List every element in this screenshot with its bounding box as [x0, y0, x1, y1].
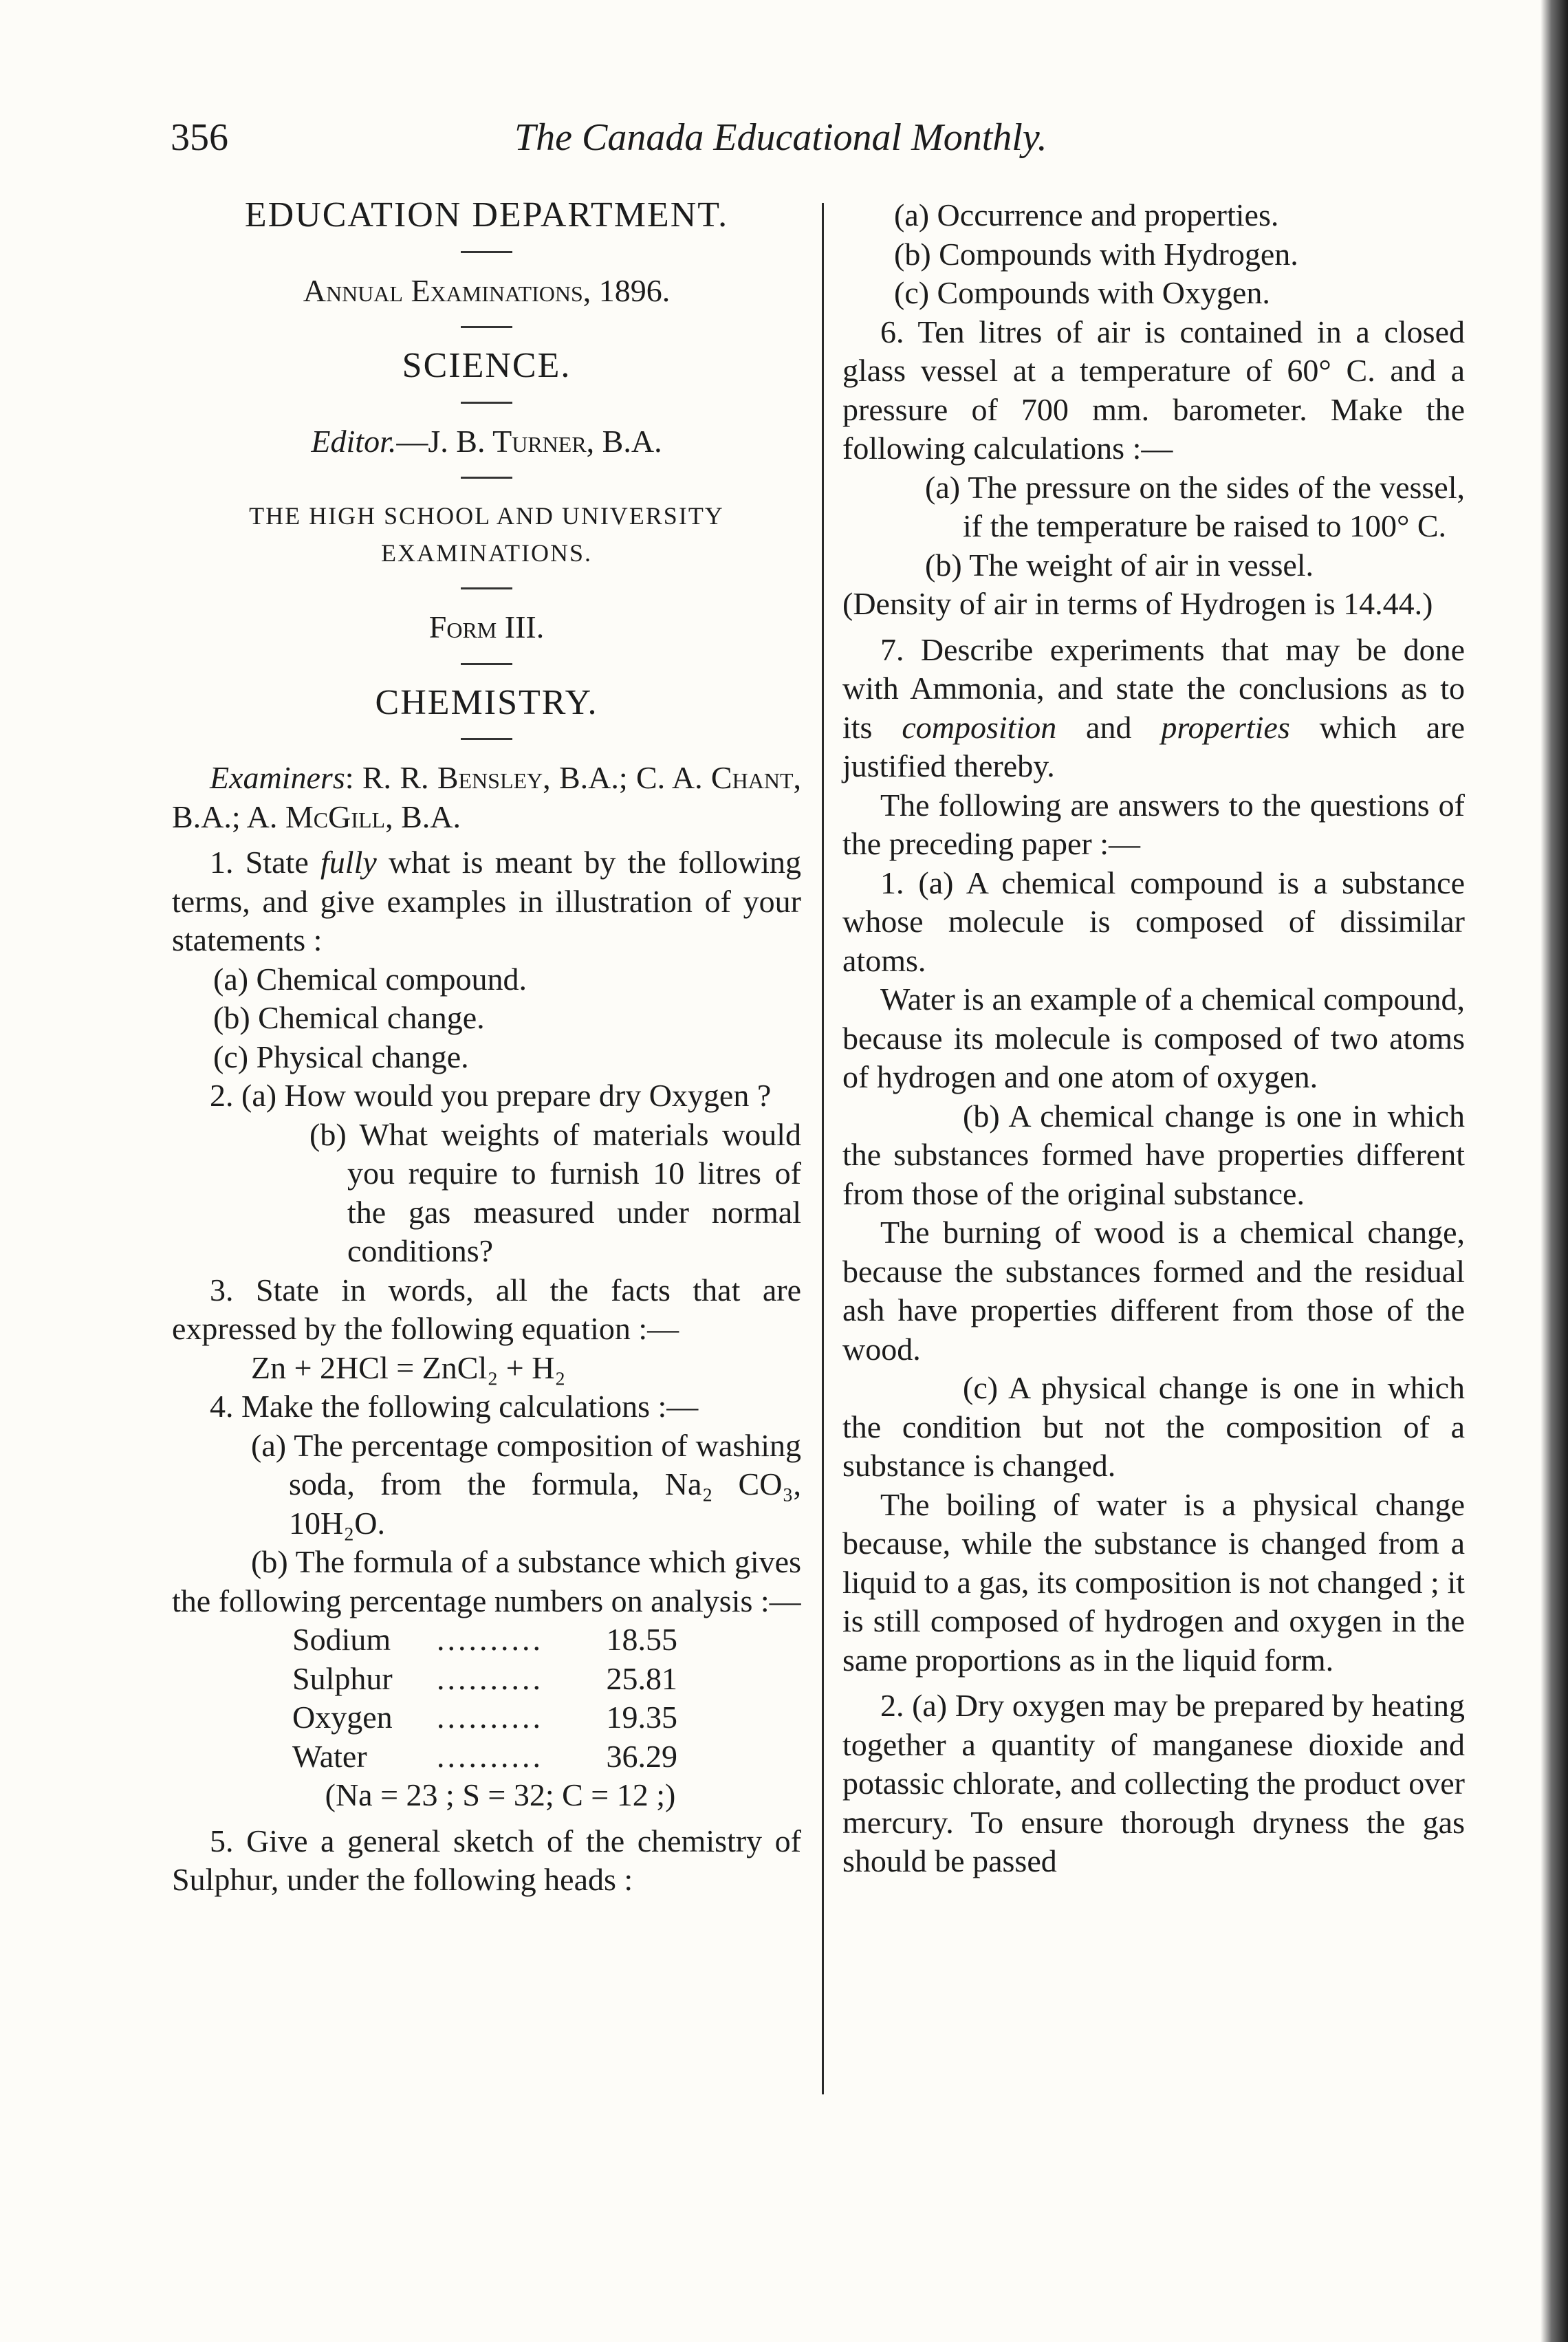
answer-1b: (b) A chemical change is one in which the substances formed have properties different from those of the original substance.: [842, 1098, 1465, 1211]
page-number: 356: [171, 116, 228, 159]
answer-1a-example: Water is an example of a chemical compound, because its molecule is composed of two atoms of hydrogen and one atom of oxygen.: [842, 982, 1465, 1094]
question-6: 6. Ten litres of air is contained in a closed glass vessel at a temperature of 60° C. and a pressure of 700 mm. barometer. Make the following calculations :—: [842, 314, 1465, 466]
question-1-text: what is meant by the following terms, and give examples in illustration of your statements :: [172, 845, 801, 957]
question-2a: 2. (a) How would you prepare dry Oxygen ?: [210, 1078, 772, 1113]
question-6b: (b) The weight of air in vessel.: [925, 547, 1314, 583]
question-1c: (c) Physical change.: [213, 1039, 469, 1074]
answer-1b-example: The burning of wood is a chemical change, because the substances formed and the residual ash have properties different from those of the wood.: [842, 1215, 1465, 1367]
examiners-label: Examiners: [210, 760, 345, 795]
short-rule: [461, 663, 512, 665]
leader-dots: ..........: [437, 1738, 543, 1774]
question-7-text: which are justified thereby.: [842, 709, 1465, 783]
page-edge-shadow: [1540, 0, 1568, 2342]
analysis-row: [292, 1698, 677, 1737]
answer-1c: (c) A physical change is one in which the condition but not the composition of a substance is changed.: [842, 1370, 1465, 1483]
editor-line: [172, 422, 801, 462]
equation: Zn + 2HCl = ZnCl₂ + H₂: [251, 1349, 566, 1385]
question-5a: (a) Occurrence and properties.: [894, 197, 1279, 232]
question-7-lead: 7. Describe experiments that may be done with Ammonia, and state the conclusions as to its: [842, 631, 1465, 745]
question-4b: (b) The formula of a substance which gives the following percentage numbers on analysis :—: [172, 1544, 801, 1618]
short-rule: [461, 402, 512, 404]
question-7-emphasis: composition: [902, 709, 1057, 745]
hs-exam-heading-line1: THE HIGH SCHOOL AND UNIVERSITY: [249, 502, 724, 530]
question-3: 3. State in words, all the facts that are expressed by the following equation :—: [172, 1272, 801, 1346]
editor-name: —J. B. Turner, B.A.: [396, 423, 662, 459]
question-5c: (c) Compounds with Oxygen.: [894, 275, 1270, 310]
short-rule: [461, 738, 512, 740]
short-rule: [461, 326, 512, 328]
short-rule: [461, 587, 512, 589]
science-heading: SCIENCE.: [402, 346, 571, 385]
question-4a: (a) The percentage composition of washing soda, from the formula, Na₂ CO₃, 10H₂O.: [251, 1427, 801, 1541]
percentage-value: 18.55: [606, 1622, 677, 1657]
leader-dots: ..........: [437, 1622, 543, 1657]
analysis-row: [292, 1737, 677, 1777]
examiners-names: : R. R. Bensley, B.A.; C. A. Chant, B.A.; A. McGill, B.A.: [172, 760, 801, 834]
leader-dots: ..........: [437, 1700, 543, 1735]
short-rule: [461, 477, 512, 479]
answer-1a: 1. (a) A chemical compound is a substance whose molecule is composed of dissimilar atoms.: [842, 865, 1465, 978]
editor-label: Editor.: [311, 423, 397, 459]
answers-intro: The following are answers to the questions of the preceding paper :—: [842, 787, 1465, 861]
element-name: Water: [292, 1738, 367, 1774]
hs-exam-heading-line2: EXAMINATIONS.: [381, 539, 592, 567]
question-7-mid: and: [1056, 709, 1162, 745]
question-1a: (a) Chemical compound.: [213, 961, 527, 997]
percentage-value: 36.29: [606, 1738, 677, 1774]
element-name: Sulphur: [292, 1660, 393, 1696]
question-4: 4. Make the following calculations :—: [210, 1389, 699, 1424]
answer-1c-example: The boiling of water is a physical change because, while the substance is changed from a liquid to a gas, its composition is not changed ; it is still composed of hydrogen and oxygen in the same proportions as in the liquid form.: [842, 1486, 1465, 1678]
annual-exam-heading: Annual Examinations, 1896.: [303, 272, 671, 308]
question-1: [172, 843, 801, 960]
question-6a: (a) The pressure on the sides of the vessel, if the temperature be raised to 100° C.: [925, 469, 1465, 543]
question-7: [842, 631, 1465, 786]
short-rule: [461, 251, 512, 253]
question-1-lead: 1. State: [210, 845, 321, 880]
journal-title: The Canada Educational Monthly.: [514, 116, 1047, 159]
column-divider: [822, 203, 824, 2094]
answer-2a: 2. (a) Dry oxygen may be prepared by heating together a quantity of manganese dioxide and potassic chlorate, and collecting the product over mercury. To ensure thorough dryness the gas should be passed: [842, 1688, 1465, 1878]
element-name: Oxygen: [292, 1700, 393, 1735]
question-1-emphasis: fully: [320, 845, 377, 880]
form-heading: Form III.: [428, 609, 545, 644]
analysis-row: [292, 1660, 677, 1699]
percentage-value: 19.35: [606, 1700, 677, 1735]
left-column: [172, 196, 801, 1900]
density-note: (Density of air in terms of Hydrogen is 14.44.): [842, 586, 1433, 621]
question-1b: (b) Chemical change.: [213, 1000, 485, 1035]
department-heading: EDUCATION DEPARTMENT.: [244, 195, 729, 235]
question-5: 5. Give a general sketch of the chemistry of Sulphur, under the following heads :: [172, 1823, 801, 1897]
question-2b: (b) What weights of materials would you require to furnish 10 litres of the gas measured under normal conditions?: [309, 1116, 801, 1268]
leader-dots: ..........: [437, 1660, 543, 1696]
chemistry-heading: CHEMISTRY.: [375, 682, 598, 722]
percentage-value: 25.81: [606, 1660, 677, 1696]
right-column: [842, 196, 1465, 1881]
examiners-line: [172, 759, 801, 836]
atomic-weights: (Na = 23 ; S = 32; C = 12 ;): [325, 1777, 676, 1812]
element-name: Sodium: [292, 1622, 391, 1657]
analysis-table: [172, 1620, 801, 1776]
question-7-emphasis: properties: [1161, 709, 1290, 745]
analysis-row: [292, 1620, 677, 1660]
question-5b: (b) Compounds with Hydrogen.: [894, 236, 1298, 272]
running-header: [171, 103, 1171, 165]
